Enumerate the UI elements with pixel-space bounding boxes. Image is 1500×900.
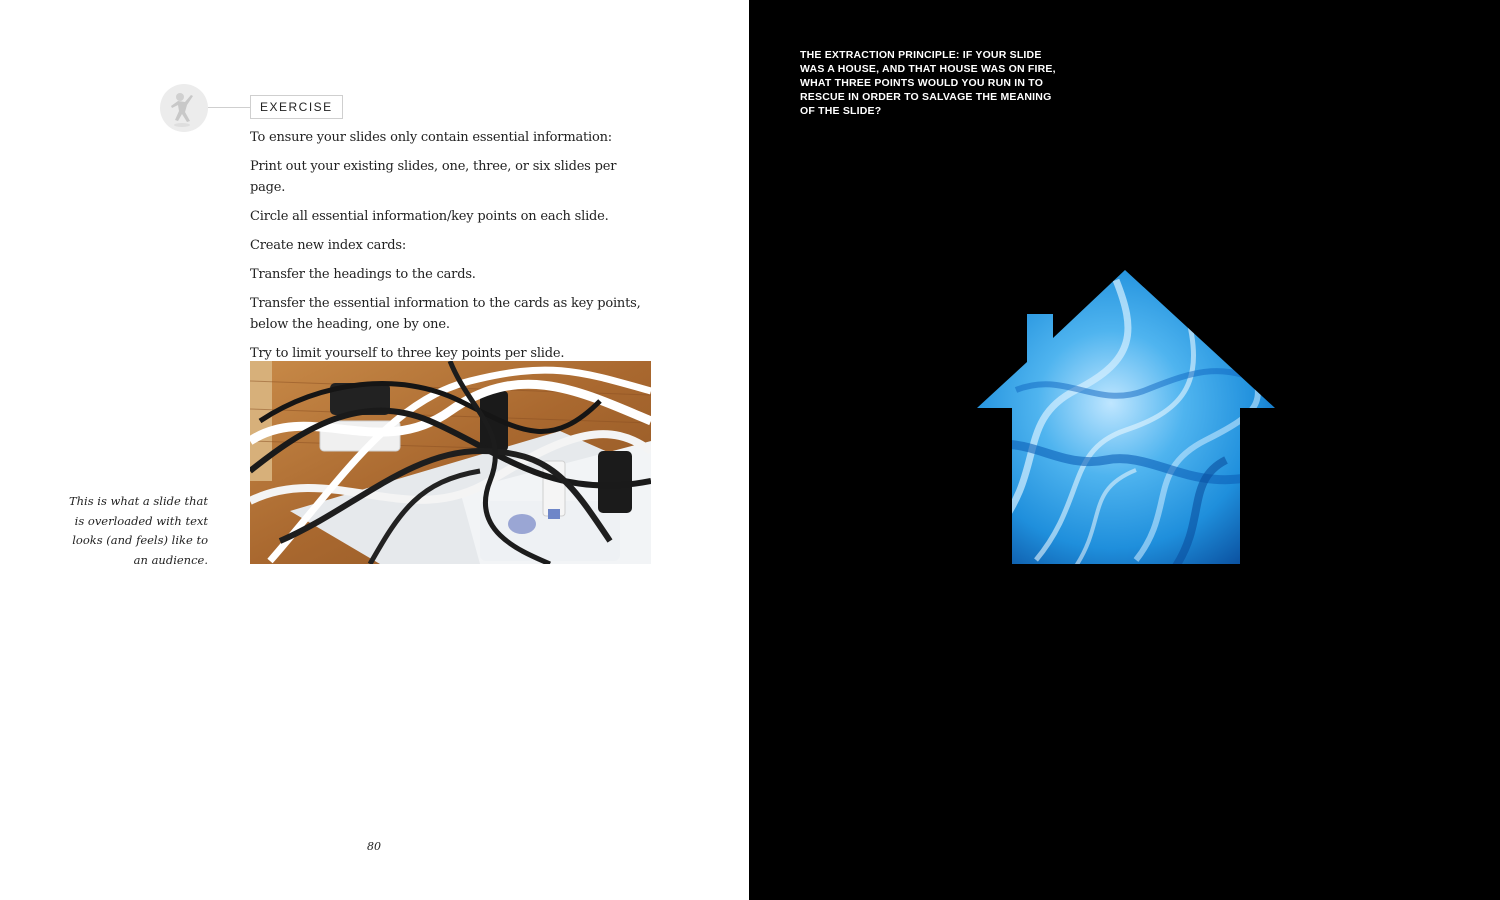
burning-house-icon bbox=[976, 270, 1276, 566]
exercise-step: Create new index cards: bbox=[250, 238, 407, 253]
exercise-steps bbox=[250, 127, 650, 372]
exercise-step: Circle all essential information/key points on each slide. bbox=[250, 209, 609, 224]
exercise-label: EXERCISE bbox=[250, 95, 343, 119]
extraction-principle-text: THE EXTRACTION PRINCIPLE: IF YOUR SLIDE WAS A HOUSE, AND THAT HOUSE WAS ON FIRE, WHAT THREE POINTS WOULD YOU RUN IN TO RESCUE IN ORDER TO SALVAGE THE MEANING OF THE SLIDE? bbox=[800, 49, 1056, 117]
exercise-step: Transfer the essential information to the cards as key points, below the heading, one by one. bbox=[250, 296, 641, 332]
exercise-step: Transfer the headings to the cards. bbox=[250, 267, 476, 282]
exercise-step: Print out your existing slides, one, three, or six slides per page. bbox=[250, 159, 617, 195]
photo-caption: This is what a slide that is overloaded with text looks (and feels) like to an audience. bbox=[68, 494, 208, 567]
left-page bbox=[0, 0, 749, 900]
right-page bbox=[749, 0, 1500, 900]
connector-line bbox=[208, 107, 250, 108]
tangled-cables-photo bbox=[250, 361, 651, 564]
exercise-step: To ensure your slides only contain essential information: bbox=[250, 130, 612, 145]
person-figure-icon bbox=[160, 84, 208, 132]
exercise-step: Try to limit yourself to three key points per slide. bbox=[250, 346, 565, 361]
page-number: 80 bbox=[367, 840, 381, 853]
